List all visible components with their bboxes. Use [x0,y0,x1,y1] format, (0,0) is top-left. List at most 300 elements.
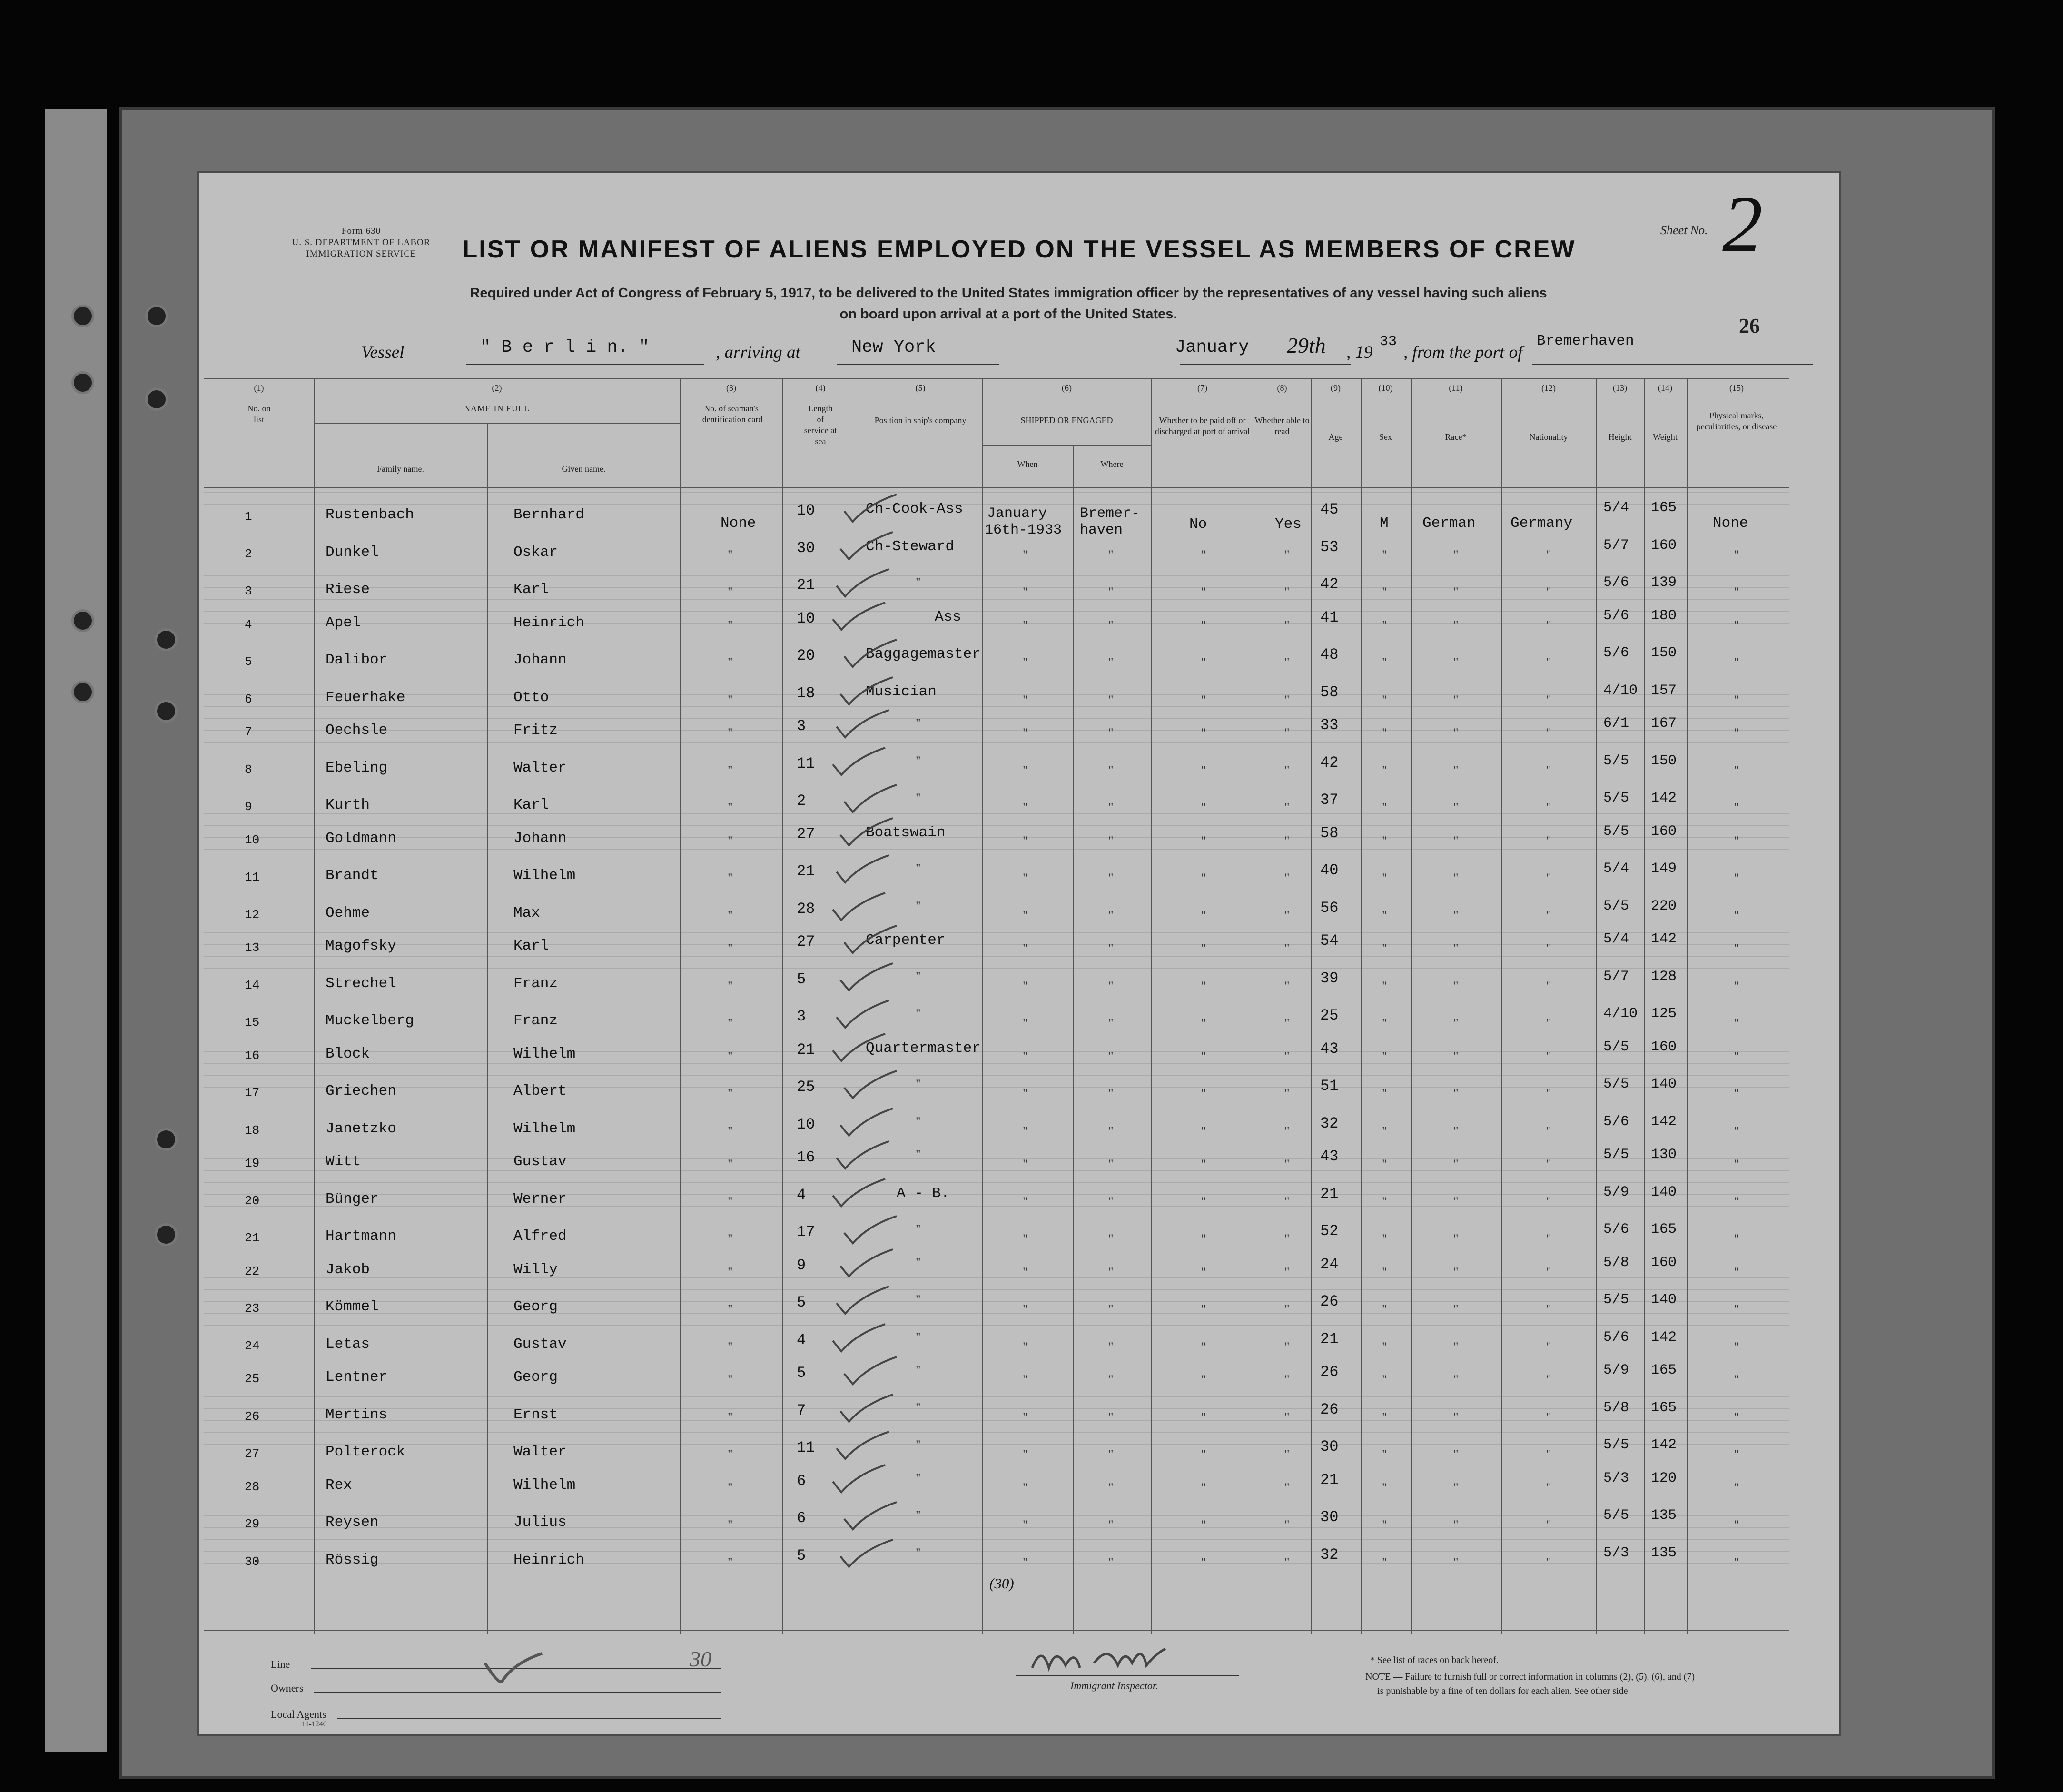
service-years: 16 [797,1148,815,1166]
check-mark-icon [836,1537,898,1571]
position: Baggagemaster [866,646,981,663]
when-ditto: " [1023,1373,1028,1386]
paid-off-ditto: " [1201,1447,1206,1461]
paid-off-ditto: " [1201,547,1206,562]
sex-ditto: " [1382,726,1387,740]
service-years: 27 [797,825,815,843]
when-ditto: " [1023,1447,1028,1461]
sex-ditto: " [1382,979,1387,993]
read-ditto: " [1284,763,1290,777]
family-name: Oechsle [326,722,388,739]
card-ditto: " [728,655,733,669]
service-years: 27 [797,933,815,950]
position: " [916,899,921,913]
check-mark-icon [839,1355,901,1388]
weight: 142 [1651,931,1677,947]
row-number: 26 [245,1409,260,1424]
read-ditto: " [1284,585,1290,599]
marks-ditto: " [1734,833,1739,848]
nationality-ditto: " [1546,618,1551,632]
card-ditto: " [728,693,733,707]
height: 5/7 [1603,537,1629,554]
handwritten-check-mark [480,1649,547,1687]
paid-off-ditto: " [1201,655,1206,669]
read-ditto: " [1284,1194,1290,1208]
service-years: 20 [797,647,815,664]
position: " [916,1007,921,1020]
family-name: Dalibor [326,652,388,668]
weight: 142 [1651,1329,1677,1346]
paid-off-ditto: " [1201,1194,1206,1208]
sex-ditto: " [1382,1194,1387,1208]
binder-hole [155,1128,178,1151]
card-ditto: " [728,726,733,740]
row-number: 15 [245,1015,260,1030]
check-mark-icon [839,637,901,671]
nationality-ditto: " [1546,979,1551,993]
age: 30 [1320,1438,1339,1455]
weight: 128 [1651,968,1677,985]
card-ditto: " [728,1447,733,1461]
year-prefix: , 19 [1346,343,1373,362]
paid-off-ditto: " [1201,1049,1206,1063]
where-ditto: " [1108,833,1114,848]
age: 45 [1320,501,1339,518]
paid-off-ditto: " [1201,1480,1206,1495]
line-label: Line [271,1658,290,1670]
where-ditto: " [1108,801,1114,814]
sheet-number: 2 [1722,179,1763,269]
family-name: Rössig [326,1551,379,1568]
position: " [916,1148,921,1161]
age: 51 [1320,1077,1339,1095]
service-years: 6 [797,1509,806,1527]
nationality-ditto: " [1546,833,1551,848]
check-mark-icon [836,1247,898,1280]
row-number: 22 [245,1264,260,1278]
age: 30 [1320,1508,1339,1526]
races-note: * See list of races on back hereof. [1370,1655,1499,1665]
card-ditto: " [728,941,733,955]
where-ditto: " [1108,1339,1114,1354]
card-ditto: " [728,833,733,848]
when-ditto: " [1023,1157,1028,1171]
row-number: 14 [245,978,260,992]
where-ditto: " [1108,693,1114,707]
where-ditto: " [1108,1016,1114,1030]
age: 21 [1320,1471,1339,1489]
ruling-line [204,492,1789,493]
weight: 139 [1651,574,1677,591]
position: " [916,1222,921,1236]
family-name: Dunkel [326,544,379,561]
given-name: Walter [513,1444,567,1460]
when-ditto: " [1023,1194,1028,1208]
marks-ditto: " [1734,1049,1739,1063]
paid-off-ditto: " [1201,1518,1206,1532]
position: " [916,1330,921,1344]
when-ditto: " [1023,871,1028,885]
when-ditto: " [1023,979,1028,993]
check-mark-icon [828,1177,890,1210]
nationality-ditto: " [1546,1265,1551,1279]
family-name: Letas [326,1336,370,1353]
family-name: Oehme [326,904,370,921]
height: 5/9 [1603,1184,1629,1200]
service-years: 25 [797,1078,815,1096]
where-ditto: " [1108,1447,1114,1461]
marks-ditto: " [1734,1518,1739,1532]
height: 5/5 [1603,823,1629,840]
check-mark-icon [832,1284,894,1317]
race-ditto: " [1453,833,1459,848]
check-mark-icon [828,1031,890,1065]
sex-ditto: " [1382,1087,1387,1100]
crew-table: (1) No. on list (2) NAME IN FULL Family name. Given name. (3) No. of seaman's identification card (4) Length of service at sea (5) Position in ship's company (6) SHIPPED OR ENGAGED When Where (7) Whether to be paid off or discharged at port of arrival (8) Whether able to read (9) Age (10) Sex (11) Race* (12) Nationality (13) Height (14) Weight (15) Physical marks, peculiarities, or disease 1 Rustenbach Bernhard 10 Ch-Cook-Ass 45 5/4 165 2 Dunkel Oskar 30 Ch-Steward 53 5/7 160 " " " " " " " " " 3 Riese Karl 21 " 42 5/6 139 " " " " " " " " " 4 Apel Heinrich 10 Ass 41 5/6 180 " " " " " " " " " 5 Dalibor Johann 20 Baggagemaster 48 5/6 150 " " " " " " " " " 6 Feuerhake Otto 18 Musician 58 4/10 157 " " " " " " " " " 7 Oechsle Fritz 3 " 33 6/1 167 " " " " " " " " " 8 Ebeling Walter 11 " 42 5/5 150 " " " " " " " " " 9 Kurth Karl 2 " 37 5/5 142 " " " " " " " " " 10 Goldmann Johann 27 Boatswain 58 5/5 160 " " " " " " " " " 11 Brandt Wilhelm 21 " 40 5/4 149 " " " " " " " " " 12 Oehme Max 28 " 56 5/5 220 " " " " " " " " " 13 Magofsky Karl 27 Carpenter 54 5/4 142 " " " " " " " " " 14 Strechel Franz 5 " 39 5/7 128 " " " " " " " " " 15 Muckelberg Franz 3 " 25 4/10 125 " " " " " " " " " 16 Block Wilhelm 21 Quartermaster 43 5/5 160 " " " " " " " " " 17 Griechen Albert 25 " 51 5/5 140 " " " " " " " " " 18 Janetzko Wilhelm 10 " 32 5/6 142 " " " " " " " " " 19 Witt Gustav 16 " 43 5/5 130 " " " " " " " " " 20 Bünger Werner 4 A - B. 21 5/9 140 " " " " " " " " " 21 Hartmann Alfred 17 " 52 5/6 165 " " " " " " " " " 22 Jakob Willy 9 " 24 5/8 160 " " " " " " " " " 23 Kömmel Georg 5 " 26 5/5 140 " " " " " " " " " 24 Letas Gustav 4 " 21 5/6 142 " " " " " " " " " 25 Lentner Georg 5 " 26 5/9 165 " " " " " " " " " 26 Mertins Ernst 7 " 26 5/8 165 " " " " " " " " " 27 Polterock Walter 11 " 30 5/5 142 " " " " " " " " " 28 Rex Wilhelm 6 " 21 5/3 120 " " " " " " " " " 29 Reysen Julius 6 " 30 5/5 135 " " " " " " " " " 30 Rössig Heinrich 5 " 32 5/3 135 " " " " " " " " " January 16th-1933 Bremer- haven No Yes M German Germany None None [204,378,1789,1634]
when-ditto: " [1023,1087,1028,1100]
service-years: 4 [797,1331,806,1349]
position: " [916,1077,921,1091]
check-mark-icon [839,1214,901,1247]
ruling-line [204,599,1789,600]
when-ditto: " [1023,908,1028,922]
nationality-ditto: " [1546,1339,1551,1354]
race-ditto: " [1453,1016,1459,1030]
sex-ditto: " [1382,1049,1387,1063]
ruling-line [204,932,1789,933]
service-years: 3 [797,1008,806,1025]
nationality-ditto: " [1546,1124,1551,1138]
marks-ditto: " [1734,1339,1739,1354]
sex-value: M [1380,515,1389,532]
nationality-ditto: " [1546,726,1551,740]
nationality-ditto: " [1546,1232,1551,1246]
service-years: 11 [797,1439,815,1456]
subtitle-line: on board upon arrival at a port of the United States. [839,307,1177,322]
when-ditto: " [1023,1124,1028,1138]
where-ditto: " [1108,1157,1114,1171]
age: 53 [1320,538,1339,556]
service-years: 5 [797,1364,806,1382]
paid-off-ditto: " [1201,801,1206,814]
position: " [916,575,921,589]
binder-hole [155,1223,178,1246]
read-ditto: " [1284,1124,1290,1138]
age: 26 [1320,1400,1339,1418]
weight: 140 [1651,1076,1677,1092]
marks-ditto: " [1734,1087,1739,1100]
arrival-day: 29th [1287,333,1326,357]
read-ditto: " [1284,1339,1290,1354]
race-ditto: " [1453,871,1459,885]
read-ditto: " [1284,618,1290,632]
read-ditto: " [1284,1518,1290,1532]
paid-off-ditto: " [1201,941,1206,955]
row-number: 18 [245,1123,260,1138]
check-mark-icon [839,782,901,816]
paid-off-ditto: " [1201,871,1206,885]
paid-off-ditto: " [1201,1232,1206,1246]
total-count: (30) [989,1575,1014,1592]
marks-ditto: " [1734,1157,1739,1171]
check-mark-icon [832,1139,894,1172]
where-ditto: " [1108,1480,1114,1495]
paid-off-ditto: " [1201,1410,1206,1424]
height: 5/5 [1603,790,1629,806]
when-ditto: " [1023,693,1028,707]
height: 5/6 [1603,607,1629,624]
subtitle-line: Required under Act of Congress of February 5, 1917, to be delivered to the United States immigration officer by the representatives of any vessel having such aliens [470,286,1547,301]
given-name: Oskar [513,544,558,561]
family-name: Hartmann [326,1228,396,1245]
check-mark-icon [832,567,894,600]
shipped-when: January [987,505,1047,522]
position: " [916,753,921,768]
row-number: 28 [245,1479,260,1494]
read-ditto: " [1284,655,1290,669]
height: 5/6 [1603,1329,1629,1346]
height: 5/9 [1603,1362,1629,1378]
ruling-line [204,1289,1789,1290]
ruling-line [204,1515,1789,1516]
nationality-value: Germany [1510,515,1573,532]
age: 54 [1320,932,1339,950]
race-ditto: " [1453,801,1459,814]
nationality-ditto: " [1546,801,1551,814]
row-number: 4 [245,617,252,632]
when-ditto: " [1023,763,1028,777]
position: " [916,1400,921,1415]
marks-ditto: " [1734,979,1739,993]
where-ditto: " [1108,1265,1114,1279]
height: 4/10 [1603,682,1638,699]
family-name: Jakob [326,1261,370,1278]
ruling-line [204,1396,1789,1397]
ruling-line [204,1301,1789,1302]
row-number: 8 [245,762,252,777]
sex-ditto: " [1382,763,1387,777]
binder-hole [155,700,178,723]
sex-ditto: " [1382,941,1387,955]
weight: 140 [1651,1184,1677,1200]
race-ditto: " [1453,1157,1459,1171]
given-name: Wilhelm [513,1120,576,1137]
position: Boatswain [866,824,946,841]
underline [1532,364,1813,365]
ruling-line [204,1075,1789,1076]
nationality-ditto: " [1546,763,1551,777]
card-ditto: " [728,1302,733,1316]
race-ditto: " [1453,693,1459,707]
given-name: Werner [513,1190,567,1208]
read-ditto: " [1284,693,1290,707]
card-ditto: " [728,763,733,777]
family-name: Witt [326,1153,361,1170]
race-ditto: " [1453,979,1459,993]
height: 5/3 [1603,1544,1629,1561]
where-ditto: " [1108,1518,1114,1532]
weight: 165 [1651,1221,1677,1238]
age: 58 [1320,683,1339,701]
sex-ditto: " [1382,1555,1387,1569]
when-ditto: " [1023,547,1028,562]
given-name: Heinrich [513,614,584,631]
read-ditto: " [1284,833,1290,848]
weight: 150 [1651,752,1677,769]
when-ditto: " [1023,1480,1028,1495]
race-ditto: " [1453,1555,1459,1569]
when-ditto: " [1023,1016,1028,1030]
sex-ditto: " [1382,1480,1387,1495]
race-ditto: " [1453,547,1459,562]
family-name: Rustenbach [326,506,415,523]
given-name: Willy [513,1261,558,1278]
given-name: Karl [513,581,549,598]
height: 5/6 [1603,645,1629,661]
race-ditto: " [1453,1124,1459,1138]
where-ditto: " [1108,618,1114,632]
family-name: Rex [326,1476,352,1494]
weight: 149 [1651,861,1677,877]
nationality-ditto: " [1546,547,1551,562]
service-years: 5 [797,1294,806,1311]
ruling-line [204,1325,1789,1326]
handwritten-count: 30 [690,1647,711,1671]
race-ditto: " [1453,1339,1459,1354]
card-ditto: " [728,1555,733,1569]
height: 5/5 [1603,1039,1629,1055]
nationality-ditto: " [1546,585,1551,599]
race-ditto: " [1453,941,1459,955]
check-mark-icon [839,1069,901,1102]
service-years: 5 [797,1546,806,1564]
height: 5/5 [1603,752,1629,769]
height: 5/3 [1603,1470,1629,1486]
read-ditto: " [1284,1480,1290,1495]
given-name: Wilhelm [513,1045,576,1062]
check-mark-icon [836,1392,898,1426]
marks-ditto: " [1734,908,1739,922]
read-ditto: " [1284,1302,1290,1316]
sheet-label: Sheet No. [1660,223,1708,237]
height: 5/5 [1603,1147,1629,1163]
ruling-line [204,1408,1789,1409]
service-years: 18 [797,684,815,702]
height: 5/5 [1603,1437,1629,1453]
height: 5/6 [1603,574,1629,591]
marks-ditto: " [1734,1265,1739,1279]
card-ditto: " [728,1124,733,1138]
row-number: 9 [245,800,252,814]
family-name: Riese [326,581,370,598]
read-ditto: " [1284,1049,1290,1063]
paid-off-ditto: " [1201,763,1206,777]
where-ditto: " [1108,979,1114,993]
race-ditto: " [1453,1232,1459,1246]
check-mark-icon [839,492,901,525]
family-name: Reysen [326,1514,379,1531]
height: 5/6 [1603,1113,1629,1130]
family-name: Bünger [326,1190,379,1208]
paid-off-ditto: " [1201,1157,1206,1171]
given-name: Wilhelm [513,1476,576,1494]
age: 40 [1320,861,1339,879]
nationality-ditto: " [1546,1518,1551,1532]
sex-ditto: " [1382,1016,1387,1030]
card-ditto: " [728,1410,733,1424]
ruling-line [204,825,1789,826]
age: 26 [1320,1363,1339,1381]
marks-ditto: " [1734,1194,1739,1208]
when-ditto: " [1023,801,1028,814]
nationality-ditto: " [1546,1157,1551,1171]
card-ditto: " [728,1339,733,1354]
nationality-ditto: " [1546,1049,1551,1063]
row-number: 3 [245,584,252,598]
when-ditto: " [1023,585,1028,599]
sex-ditto: " [1382,833,1387,848]
check-mark-icon [832,708,894,741]
sex-ditto: " [1382,801,1387,814]
where-ditto: " [1108,726,1114,740]
check-mark-icon [832,853,894,886]
page-title: LIST OR MANIFEST OF ALIENS EMPLOYED ON THE VESSEL AS MEMBERS OF CREW [462,236,1576,263]
vessel-name: " B e r l i n. " [480,337,650,357]
ruling-line [204,1432,1789,1433]
marks-ditto: " [1734,547,1739,562]
ruling-line [204,575,1789,576]
row-number: 2 [245,546,252,561]
ruling-line [204,1539,1789,1540]
ruling-line [204,742,1789,743]
age: 42 [1320,753,1339,772]
race-ditto: " [1453,1373,1459,1386]
weight: 220 [1651,898,1677,914]
arrival-month: January [1175,337,1249,357]
row-number: 7 [245,725,252,739]
penalty-note: is punishable by a fine of ten dollars for each alien. See other side. [1377,1686,1630,1696]
given-name: Fritz [513,722,558,739]
where-ditto: " [1108,585,1114,599]
weight: 165 [1651,500,1677,516]
when-ditto: " [1023,941,1028,955]
row-number: 23 [245,1301,260,1316]
read-ditto: " [1284,801,1290,814]
row-number: 12 [245,907,260,922]
owners-label: Owners [271,1682,304,1694]
sex-ditto: " [1382,1339,1387,1354]
position: " [916,861,921,875]
age: 25 [1320,1007,1339,1024]
binder-hole [71,371,94,394]
marks-ditto: " [1734,693,1739,707]
race-ditto: " [1453,1447,1459,1461]
check-mark-icon [836,1106,898,1139]
given-name: Gustav [513,1153,567,1170]
where-ditto: " [1108,871,1114,885]
read-ditto: " [1284,1555,1290,1569]
marks-ditto: " [1734,1447,1739,1461]
weight: 125 [1651,1006,1677,1022]
card-ditto: " [728,1087,733,1100]
department-name: U. S. DEPARTMENT OF LABOR [292,238,431,248]
nationality-ditto: " [1546,908,1551,922]
height: 6/1 [1603,715,1629,732]
read-ditto: " [1284,1157,1290,1171]
weight: 130 [1651,1147,1677,1163]
service-years: 10 [797,502,815,519]
card-ditto: " [728,618,733,632]
